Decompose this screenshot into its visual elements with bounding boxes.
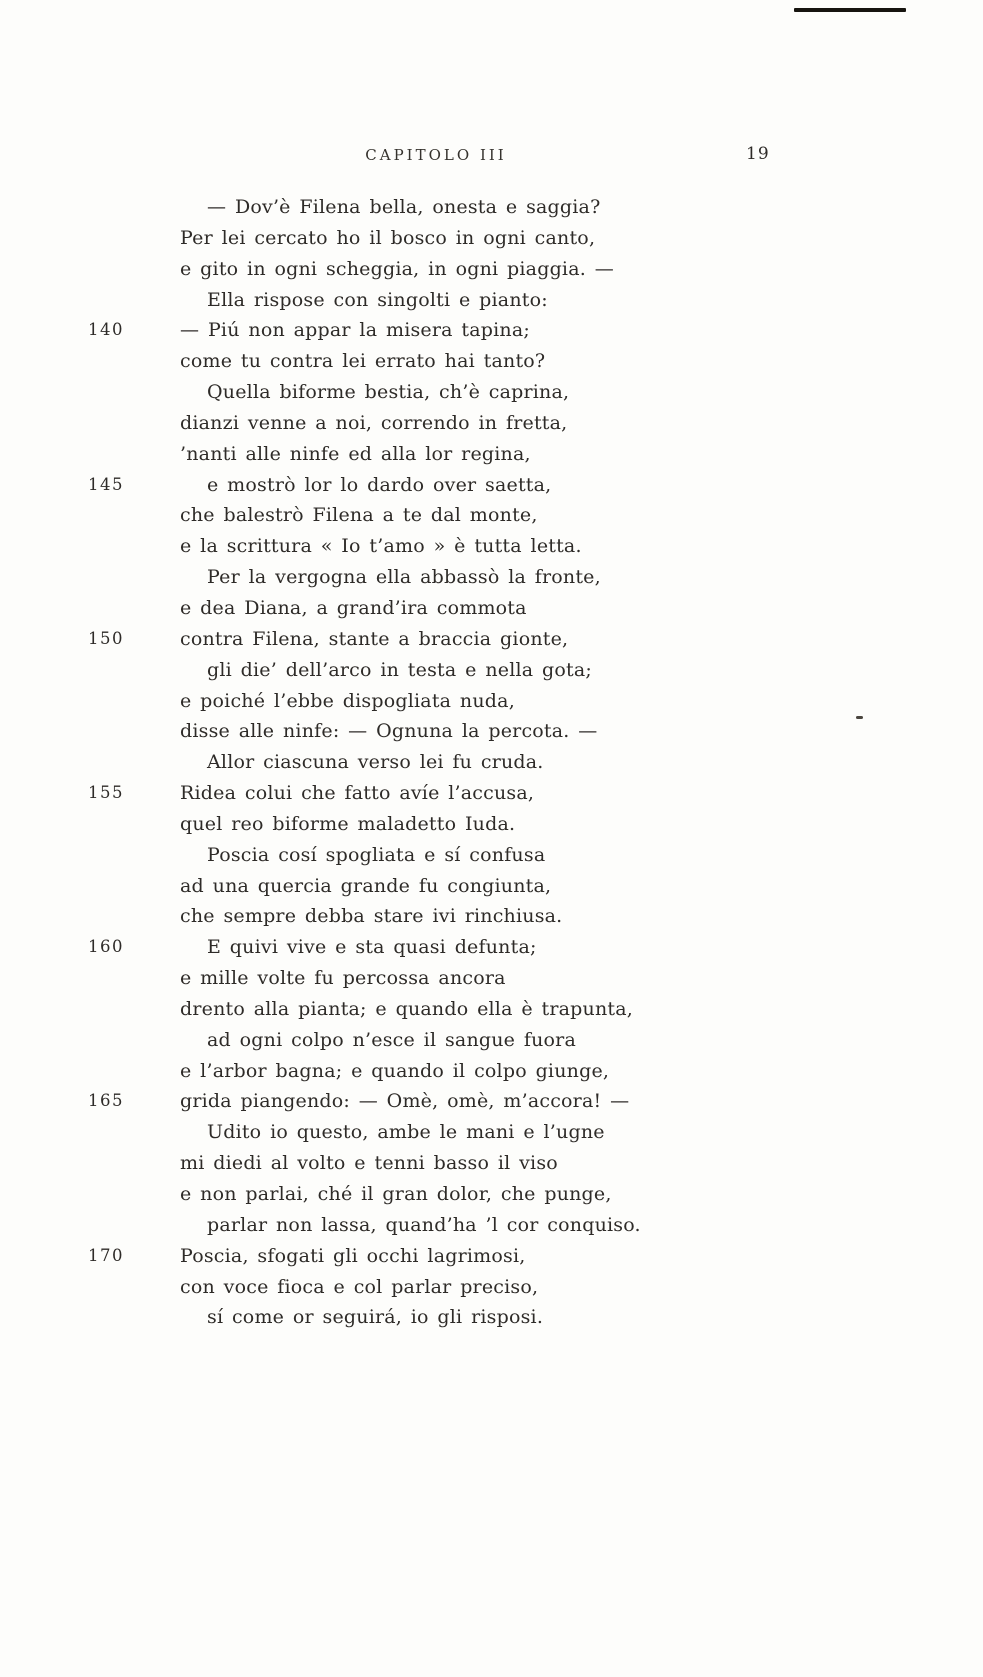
verse-number: 150 <box>88 628 124 648</box>
poem-line <box>0 1179 983 1210</box>
verse-text: Udito io questo, ambe le mani e l’ugne <box>207 1121 605 1144</box>
verse-text: Poscia, sfogati gli occhi lagrimosi, <box>180 1244 526 1267</box>
poem-line <box>0 223 983 254</box>
verse-text: e dea Diana, a grand’ira commota <box>180 596 527 619</box>
poem-line <box>0 315 983 346</box>
verse-text: disse alle ninfe: — Ognuna la percota. — <box>180 720 598 743</box>
verse-number: 160 <box>88 937 124 957</box>
poem-line <box>0 716 983 747</box>
verse-text: Ridea colui che fatto avíe l’accusa, <box>180 782 535 805</box>
verse-text: e la scrittura « Io t’amo » è tutta letta. <box>180 535 582 558</box>
verse-text: ad una quercia grande fu congiunta, <box>180 874 552 897</box>
verse-text: gli die’ dell’arco in testa e nella gota; <box>207 658 592 681</box>
poem-line <box>0 1086 983 1117</box>
verse-text: Ella rispose con singolti e pianto: <box>207 288 548 311</box>
poem-line <box>0 1148 983 1179</box>
verse-number: 155 <box>88 783 124 803</box>
verse-text: contra Filena, stante a braccia gionte, <box>180 627 569 650</box>
verse-text: Poscia cosí spogliata e sí confusa <box>207 843 546 866</box>
poem-line <box>0 562 983 593</box>
poem-line <box>0 1302 983 1333</box>
verse-text: quel reo biforme maladetto Iuda. <box>180 812 516 835</box>
verse-text: dianzi venne a noi, correndo in fretta, <box>180 411 568 434</box>
poem-text-block <box>0 192 983 1333</box>
poem-line <box>0 500 983 531</box>
poem-line <box>0 192 983 223</box>
verse-number: 140 <box>88 320 124 340</box>
verse-number: 145 <box>88 474 124 494</box>
poem-line <box>0 531 983 562</box>
verse-text: che sempre debba stare ivi rinchiusa. <box>180 905 563 928</box>
poem-line <box>0 285 983 316</box>
poem-line <box>0 470 983 501</box>
verse-text: sí come or seguirá, io gli risposi. <box>207 1306 544 1329</box>
poem-line <box>0 377 983 408</box>
verse-number: 165 <box>88 1091 124 1111</box>
poem-line <box>0 346 983 377</box>
poem-line <box>0 778 983 809</box>
poem-line <box>0 254 983 285</box>
running-header-chapter-title: CAPITOLO III <box>365 146 507 164</box>
verse-text: e gito in ogni scheggia, in ogni piaggia. — <box>180 257 614 280</box>
poem-line <box>0 901 983 932</box>
poem-line <box>0 840 983 871</box>
verse-text: ’nanti alle ninfe ed alla lor regina, <box>180 442 531 465</box>
verse-text: con voce fioca e col parlar preciso, <box>180 1275 539 1298</box>
scan-artifact-line <box>794 8 906 12</box>
poem-line <box>0 1210 983 1241</box>
verse-text: e non parlai, ché il gran dolor, che punge, <box>180 1183 612 1205</box>
poem-line <box>0 932 983 963</box>
poem-line <box>0 408 983 439</box>
poem-line <box>0 439 983 470</box>
poem-line <box>0 1241 983 1272</box>
verse-text: — Piú non appar la misera tapina; <box>180 319 530 342</box>
verse-text: e l’arbor bagna; e quando il colpo giunge, <box>180 1059 610 1082</box>
verse-text: Allor ciascuna verso lei fu cruda. <box>207 751 544 774</box>
verse-text: Per la vergogna ella abbassò la fronte, <box>207 566 601 589</box>
poem-line <box>0 809 983 840</box>
verse-number: 170 <box>88 1245 124 1265</box>
poem-line <box>0 686 983 717</box>
poem-line <box>0 1025 983 1056</box>
verse-text: e mostrò lor lo dardo over saetta, <box>207 473 552 496</box>
verse-text: mi diedi al volto e tenni basso il viso <box>180 1152 558 1175</box>
verse-text: Quella biforme bestia, ch’è caprina, <box>207 381 570 404</box>
verse-text: e poiché l’ebbe dispogliata nuda, <box>180 689 515 712</box>
poem-line <box>0 963 983 994</box>
verse-text: grida piangendo: — Omè, omè, m’accora! — <box>180 1090 630 1113</box>
verse-text: e mille volte fu percossa ancora <box>180 967 506 990</box>
poem-line <box>0 1056 983 1087</box>
poem-line <box>0 1117 983 1148</box>
poem-line <box>0 871 983 902</box>
verse-text: — Dov’è Filena bella, onesta e saggia? <box>207 196 601 218</box>
verse-text: Per lei cercato ho il bosco in ogni canto, <box>180 226 596 249</box>
page-number: 19 <box>746 144 770 164</box>
poem-line <box>0 655 983 686</box>
poem-line <box>0 624 983 655</box>
verse-text: parlar non lassa, quand’ha ’l cor conquiso. <box>207 1213 641 1236</box>
verse-text: ad ogni colpo n’esce il sangue fuora <box>207 1028 576 1051</box>
verse-text: come tu contra lei errato hai tanto? <box>180 350 546 373</box>
poem-line <box>0 593 983 624</box>
verse-text: drento alla pianta; e quando ella è trapunta, <box>180 997 634 1020</box>
poem-line <box>0 747 983 778</box>
verse-text: che balestrò Filena a te dal monte, <box>180 504 538 527</box>
poem-line <box>0 1272 983 1303</box>
verse-text: E quivi vive e sta quasi defunta; <box>207 936 537 959</box>
poem-line <box>0 994 983 1025</box>
